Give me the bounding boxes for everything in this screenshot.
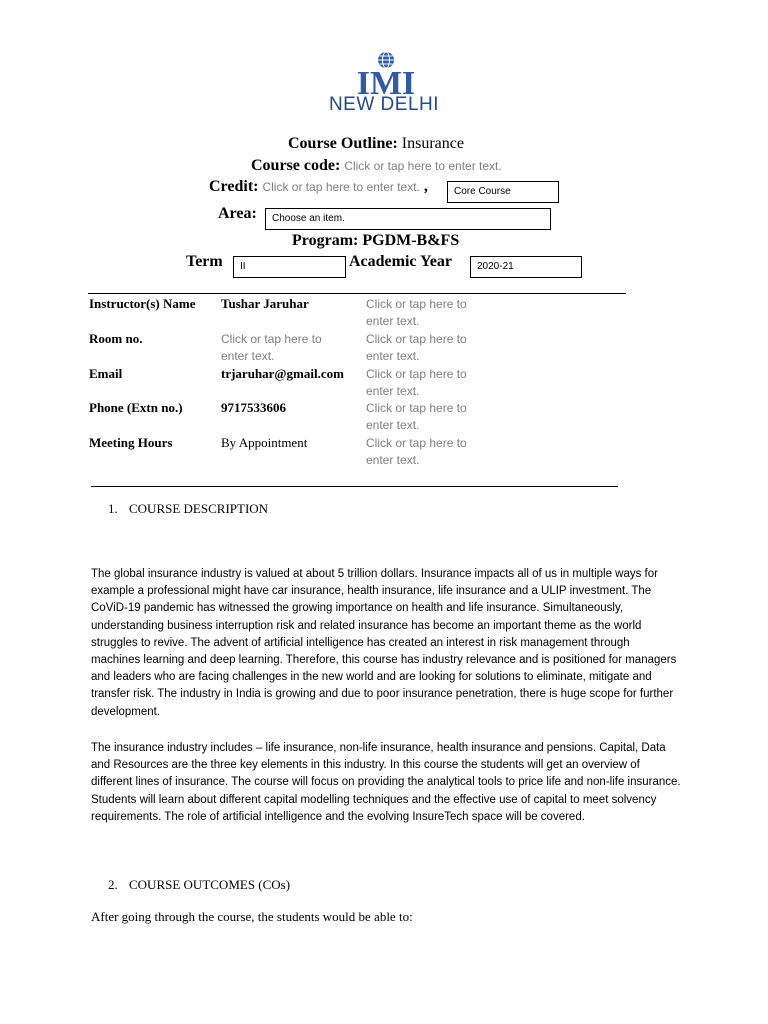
email-extra-field[interactable]: Click or tap here to enter text. — [366, 367, 467, 398]
area-dropdown[interactable]: Choose an item. — [265, 208, 551, 230]
credit-line — [209, 178, 428, 196]
room-label: Room no. — [89, 331, 143, 346]
logo-city: NEW DELHI — [328, 94, 440, 115]
section-heading-course-description — [108, 501, 268, 517]
meeting-hours-label: Meeting Hours — [89, 435, 173, 450]
section-heading-course-outcomes — [108, 877, 290, 893]
instructor-name-extra-field[interactable]: Click or tap here to enter text. — [366, 297, 467, 328]
description-paragraph-1: The global insurance industry is valued at about 5 trillion dollars. Insurance impacts all of us in multiple ways for example a professional might have car insurance, health insurance, life insurance and a ULIP investment. The CoViD-19 pandemic has witnessed the growing importance on health and life insurance. Simultaneously, understanding business interruption risk and related insurance has become an important theme as the world struggles to revive. The advent of artificial intelligence has created an interest in risk management through machines learning and deep learning. Therefore, this course has industry relevance and is positioned for managers and leaders who are facing challenges in the new world and are looking for solutions to eliminate, mitigate and transfer risk. The industry in India is growing and due to poor insurance penetration, there is huge scope for further development. — [91, 568, 677, 718]
table-top-rule — [88, 293, 626, 294]
credit-separator: , — [423, 178, 428, 195]
room-extra-field[interactable]: Click or tap here to enter text. — [366, 332, 467, 363]
program-line — [292, 232, 459, 250]
phone-extra-field[interactable]: Click or tap here to enter text. — [366, 401, 467, 432]
course-code-field[interactable]: Click or tap here to enter text. — [344, 159, 502, 173]
area-label: Area: — [218, 205, 257, 222]
logo-wordmark: IMI — [356, 65, 416, 98]
course-code-line — [251, 157, 502, 175]
phone-value: 9717533606 — [221, 400, 286, 415]
course-code-label: Course code: — [251, 157, 341, 174]
outcomes-intro: After going through the course, the students would be able to: — [91, 909, 413, 924]
course-type-field[interactable]: Core Course — [447, 181, 559, 203]
instructor-name-label: Instructor(s) Name — [89, 296, 196, 311]
course-outline-value: Insurance — [401, 135, 464, 152]
section-title: COURSE OUTCOMES (COs) — [129, 877, 291, 892]
email-value: trjaruhar@gmail.com — [221, 366, 344, 381]
meeting-hours-extra-field[interactable]: Click or tap here to enter text. — [366, 436, 467, 467]
credit-label: Credit: — [209, 178, 259, 195]
section-number: 1. — [108, 501, 118, 516]
course-outline-line — [288, 135, 464, 153]
description-paragraph-2: The insurance industry includes – life insurance, non-life insurance, health insurance and pensions. Capital, Data and Resources are the three key elements in this industry. In this course the students will get an overview of different lines of insurance. The course will focus on providing the analytical tools to price life and non-life insurance. Students will learn about different capital modelling techniques and the effective use of capital to meet solvency requirements. The role of artificial intelligence and the evolving InsureTech space will be covered. — [91, 742, 681, 823]
term-label: Term — [186, 253, 223, 270]
room-field[interactable]: Click or tap here to enter text. — [221, 332, 322, 363]
credit-field[interactable]: Click or tap here to enter text. — [262, 180, 420, 194]
academic-year-field[interactable]: 2020-21 — [470, 256, 582, 278]
academic-year-label: Academic Year — [349, 253, 452, 270]
section-title: COURSE DESCRIPTION — [129, 501, 269, 516]
section-number: 2. — [108, 877, 118, 892]
phone-label: Phone (Extn no.) — [89, 400, 183, 415]
program-value: PGDM-B&FS — [362, 232, 460, 249]
email-label: Email — [89, 366, 123, 381]
meeting-hours-value: By Appointment — [221, 435, 308, 450]
program-label: Program: — [292, 232, 359, 249]
instructor-name-value: Tushar Jaruhar — [221, 296, 309, 311]
imi-logo — [353, 50, 419, 98]
term-field[interactable]: II — [233, 256, 346, 278]
course-outline-label: Course Outline: — [288, 135, 398, 152]
table-bottom-rule — [91, 486, 618, 487]
imi-logo-mark-icon — [353, 50, 419, 98]
